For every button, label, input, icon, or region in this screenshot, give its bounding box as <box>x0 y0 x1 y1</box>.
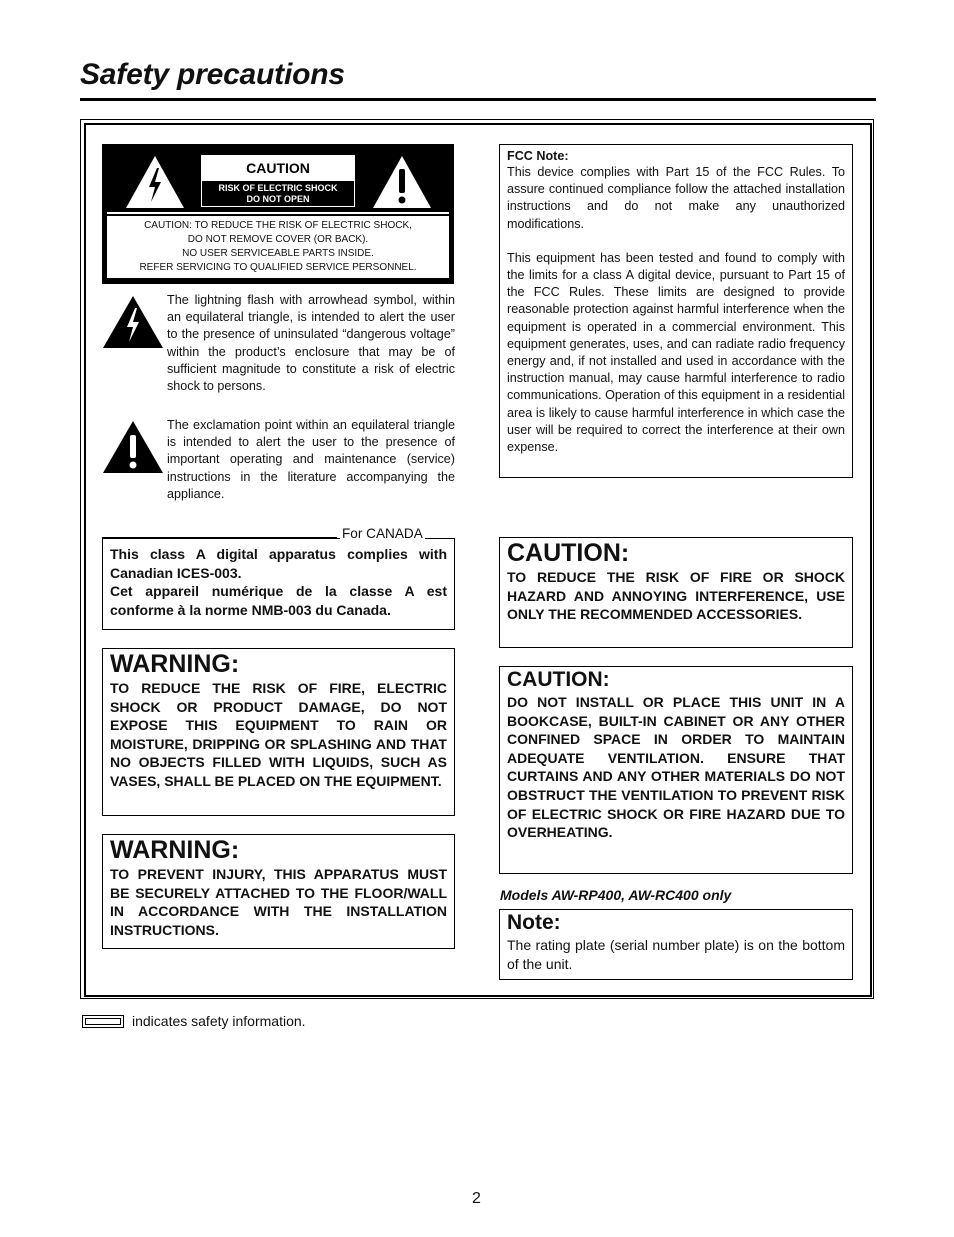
caution-heading: CAUTION: <box>507 539 630 567</box>
warning-box-rain <box>102 648 455 816</box>
page-title: Safety precautions <box>80 58 345 91</box>
note-box <box>499 909 853 980</box>
warning-text: TO REDUCE THE RISK OF FIRE, ELECTRIC SHOCK OR PRODUCT DAMAGE, DO NOT EXPOSE THIS EQUIPMENT TO RAIN OR MOISTURE, DRIPPING OR SPLASHING AND THAT NO OBJECTS FILLED WITH LIQUIDS, SUCH AS VASES, SHALL BE PLACED ON THE EQUIPMENT. <box>110 680 447 789</box>
caution-text: DO NOT INSTALL OR PLACE THIS UNIT IN A BOOKCASE, BUILT-IN CABINET OR ANY OTHER CONFINED SPACE IN ORDER TO MAINTAIN ADEQUATE VENTILATION. ENSURE THAT CURTAINS AND ANY OTHER MATERIALS DO NOT OBSTRUCT THE VENTILATION TO PREVENT RISK OF ELECTRIC SHOCK OR FIRE HAZARD DUE TO OVERHEATING. <box>507 694 845 841</box>
models-label: Models AW-RP400, AW-RC400 only <box>500 887 732 903</box>
page-number: 2 <box>472 1190 481 1207</box>
warning-text: TO PREVENT INJURY, THIS APPARATUS MUST BE SECURELY ATTACHED TO THE FLOOR/WALL IN ACCORDANCE WITH THE INSTALLATION INSTRUCTIONS. <box>110 866 447 938</box>
caution-label-notice: CAUTION: TO REDUCE THE RISK OF ELECTRIC SHOCK, DO NOT REMOVE COVER (OR BACK). NO USER SERVICEABLE PARTS INSIDE. REFER SERVICING TO QUALIFIED SERVICE PERSONNEL. <box>107 216 449 278</box>
fcc-note-title: FCC Note: <box>507 149 569 163</box>
note-heading: Note: <box>507 911 561 934</box>
warning-heading: WARNING: <box>110 650 240 678</box>
lightning-symbol-icon <box>102 295 164 349</box>
caution-heading: CAUTION: <box>507 668 610 691</box>
caution-label-divider <box>107 212 449 214</box>
fcc-paragraph-2: This equipment has been tested and found to comply with the limits for a class A digital device, pursuant to Part 15 of the FCC Rules. These limits are designed to provide reasonable protection against harmful interference when the equipment is operated in a commercial environment. This equipment generates, uses, and can radiate radio frequency energy and, if not installed and used in accordance with the instruction manual, may cause harmful interference to radio communications. Operation of this equipment in a residential area is likely to cause harmful interference in which case the user will be required to correct the interference at their own expense. <box>507 250 845 455</box>
caution-box-ventilation <box>499 666 853 874</box>
canada-english-text: This class A digital apparatus complies with Canadian ICES-003. <box>110 546 447 581</box>
canada-label: For CANADA <box>342 526 423 541</box>
canada-french-text: Cet appareil numérique de la classe A est conforme à la norme NMB-003 du Canada. <box>110 583 447 618</box>
title-rule <box>80 98 876 101</box>
warning-heading: WARNING: <box>110 836 240 864</box>
exclamation-triangle-icon <box>371 154 433 210</box>
canada-box <box>102 538 455 630</box>
exclamation-symbol-description: The exclamation point within an equilateral triangle is intended to alert the user to the presence of important operating and maintenance (service) instructions in the literature accompanying the appliance. <box>167 418 455 501</box>
warning-box-injury <box>102 834 455 949</box>
lightning-symbol-description: The lightning flash with arrowhead symbol, within an equilateral triangle, is intended to alert the user to the presence of uninsulated “dangerous voltage” within the product’s enclosure that may be of sufficient magnitude to constitute a risk of electric shock to persons. <box>167 293 455 394</box>
fcc-paragraph-1: This device complies with Part 15 of the FCC Rules. To assure continued compliance follow the attached installation instructions and do not make any unauthorized modifications. <box>507 165 845 231</box>
safety-frame-legend-icon-inner <box>85 1018 121 1025</box>
caution-text: TO REDUCE THE RISK OF FIRE OR SHOCK HAZARD AND ANNOYING INTERFERENCE, USE ONLY THE RECOMMENDED ACCESSORIES. <box>507 569 845 623</box>
caution-label-shock-text: RISK OF ELECTRIC SHOCK DO NOT OPEN <box>218 183 338 204</box>
exclamation-symbol-icon <box>102 420 164 474</box>
note-text: The rating plate (serial number plate) is on the bottom of the unit. <box>507 937 845 972</box>
caution-box-accessories <box>499 537 853 648</box>
lightning-triangle-icon <box>124 154 186 210</box>
caution-label-heading: CAUTION <box>202 156 354 181</box>
fcc-note-box <box>499 144 853 478</box>
legend-text: indicates safety information. <box>132 1013 306 1029</box>
